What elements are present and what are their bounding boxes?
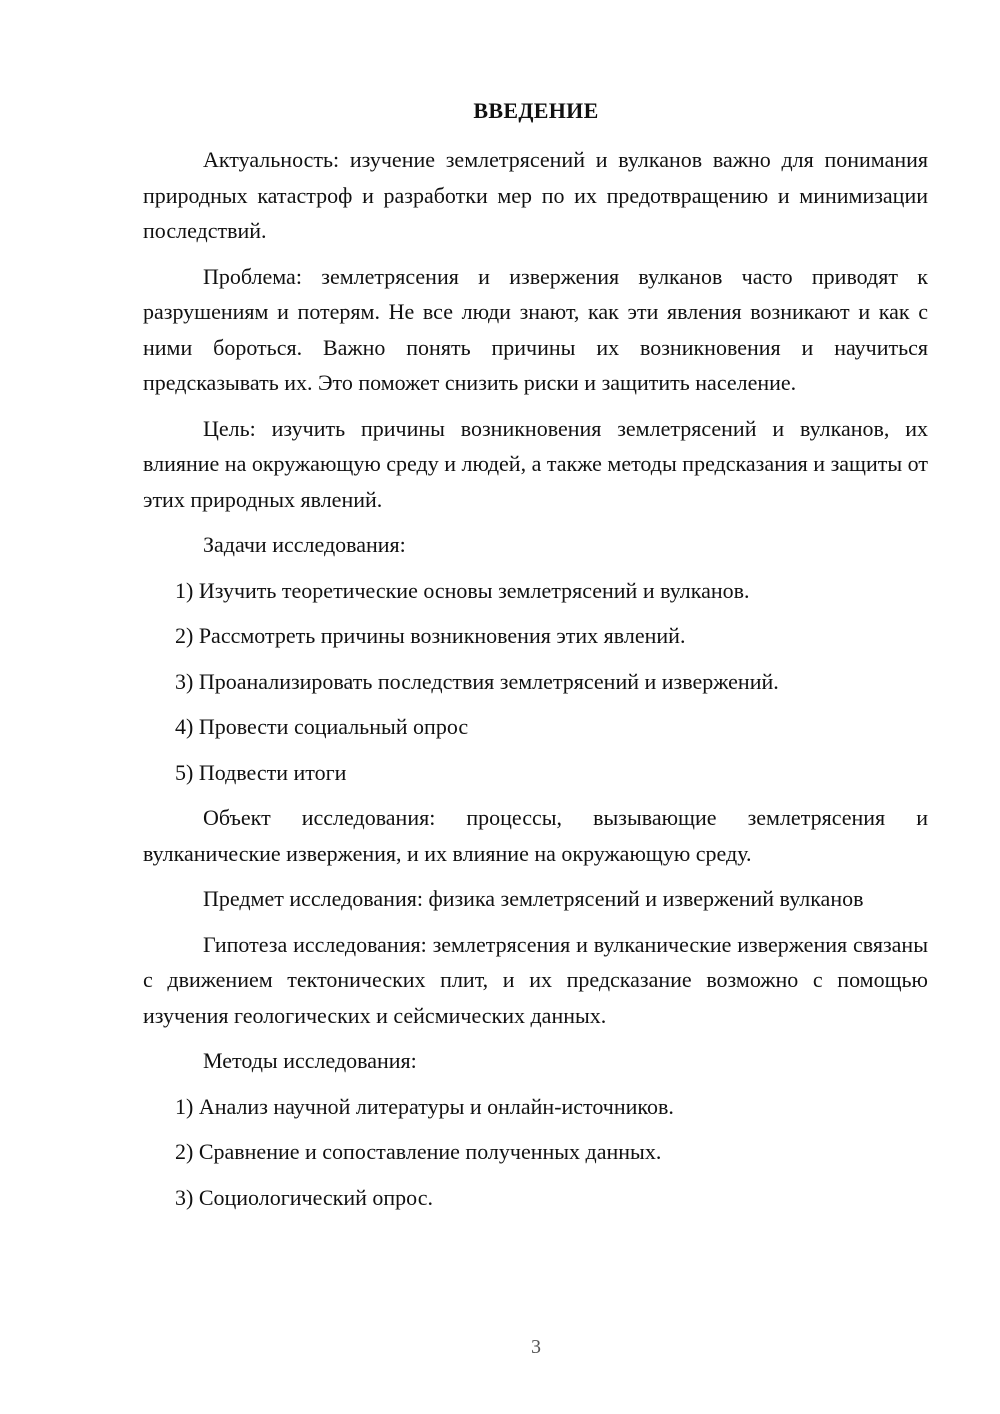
problem-paragraph: Проблема: землетрясения и извержения вулканов часто приводят к разрушениям и потерям. Не все люди знают, как эти явления возникают и как с ними бороться. Важно понять причины их возникновения и научиться предсказывать их. Это поможет снизить риски и защитить население.	[143, 263, 928, 395]
document-body	[143, 142, 928, 1225]
tasks-heading: Задачи исследования:	[203, 532, 406, 557]
tasks-list	[143, 573, 928, 791]
page-title: ВВЕДЕНИЕ	[473, 98, 599, 123]
relevance-paragraph: Актуальность: изучение землетрясений и вулканов важно для понимания природных катастроф и разработки мер по их предотвращению и минимизации последствий.	[143, 147, 928, 243]
goal-paragraph: Цель: изучить причины возникновения землетрясений и вулканов, их влияние на окружающую среду и людей, а также методы предсказания и защиты от этих природных явлений.	[143, 415, 928, 512]
list-item: 1) Изучить теоретические основы землетрясений и вулканов.	[175, 577, 750, 603]
list-item: 5) Подвести итоги	[175, 759, 347, 785]
list-item: 1) Анализ научной литературы и онлайн-источников.	[175, 1093, 674, 1119]
page-number: 3	[531, 1336, 541, 1358]
hypothesis-paragraph: Гипотеза исследования: землетрясения и вулканические извержения связаны с движением тектонических плит, и их предсказание возможно с помощью изучения геологических и сейсмических данных.	[143, 931, 928, 1028]
methods-list	[143, 1089, 928, 1216]
list-item: 3) Проанализировать последствия землетрясений и извержений.	[175, 668, 779, 694]
list-item: 2) Рассмотреть причины возникновения этих явлений.	[175, 623, 686, 648]
subject-paragraph: Предмет исследования: физика землетрясений и извержений вулканов	[203, 886, 864, 911]
list-item: 2) Сравнение и сопоставление полученных данных.	[175, 1139, 662, 1164]
list-item: 3) Социологический опрос.	[175, 1184, 433, 1210]
list-item: 4) Провести социальный опрос	[175, 714, 469, 739]
object-paragraph: Объект исследования: процессы, вызывающие землетрясения и вулканические извержения, и их влияние на окружающую среду.	[143, 805, 928, 866]
methods-heading: Методы исследования:	[203, 1048, 417, 1073]
